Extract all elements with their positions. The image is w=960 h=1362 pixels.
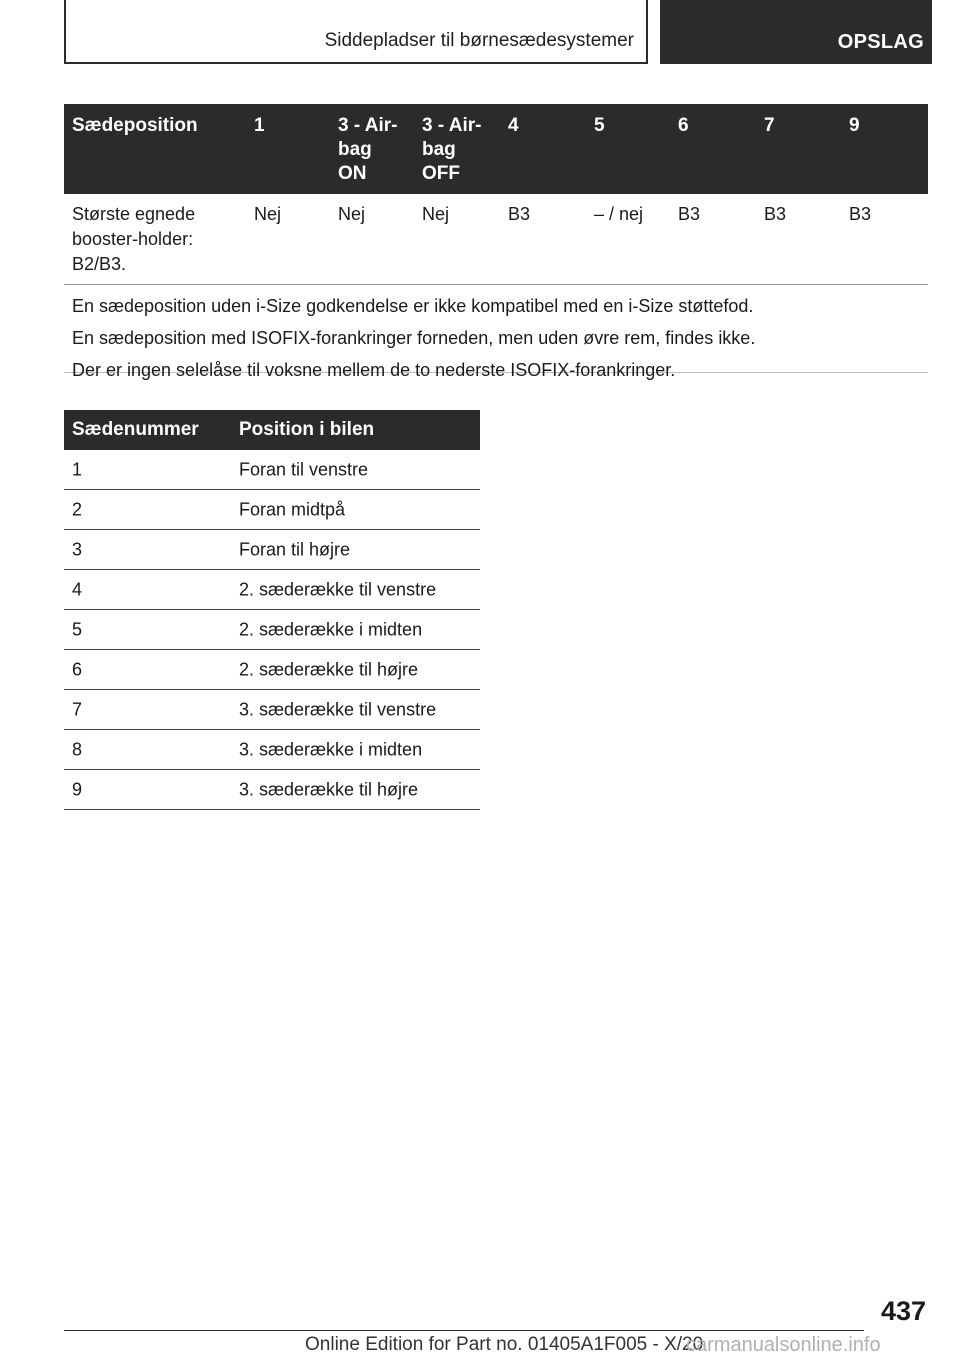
table-row xyxy=(64,450,480,490)
seat-position: 3. sæderække til højre xyxy=(239,779,419,799)
seat-number: 5 xyxy=(72,619,83,639)
header-cell-9: 9 xyxy=(849,115,860,136)
seat-position: Foran til højre xyxy=(239,539,351,559)
header-section-box xyxy=(64,0,648,64)
watermark-logo: carmanualsonline.info xyxy=(686,1334,881,1356)
header-cell-3-airbag-on: 3 - Air- bag ON xyxy=(338,115,398,184)
header-cell-1: 1 xyxy=(254,115,265,136)
table-row xyxy=(64,650,480,690)
seat-position: 3. sæderække i midten xyxy=(239,739,423,759)
table-row xyxy=(64,490,480,530)
table-cell: Nej xyxy=(254,204,282,224)
seat-number: 4 xyxy=(72,579,83,599)
table-cell: B3 xyxy=(849,204,872,224)
edition-text: Online Edition for Part no. 01405A1F005 - X/20 xyxy=(305,1334,704,1355)
header-cell-seat-position: Sædeposition xyxy=(72,115,198,136)
seat-number: 8 xyxy=(72,739,83,759)
seat-position: 2. sæderække i midten xyxy=(239,619,423,639)
table-cell: – / nej xyxy=(594,204,644,224)
table-row xyxy=(64,610,480,650)
note: En sædeposition med ISOFIX-forankringer forneden, men uden øvre rem, findes ikke. xyxy=(72,328,756,348)
seat-position: 3. sæderække til venstre xyxy=(239,699,437,719)
seat-number-table xyxy=(64,410,480,810)
seat-position: 2. sæderække til venstre xyxy=(239,579,437,599)
table-cell: Nej xyxy=(422,204,450,224)
note: Der er ingen selelåse til voksne mellem de to nederste ISOFIX-forankringer. xyxy=(72,360,676,380)
seat-position-table-header xyxy=(64,104,928,194)
note: En sædeposition uden i-Size godkendelse er ikke kompatibel med en i-Size støttefod. xyxy=(72,296,754,316)
table-cell: B3 xyxy=(508,204,531,224)
chapter-label: OPSLAG xyxy=(837,31,924,53)
table-row xyxy=(64,730,480,770)
seat-position: 2. sæderække til højre xyxy=(239,659,419,679)
table-row xyxy=(64,770,480,810)
table-row xyxy=(64,530,480,570)
table-row xyxy=(64,570,480,610)
header-cell-3-airbag-off: 3 - Air- bag OFF xyxy=(422,115,482,184)
header-chapter-tab[interactable] xyxy=(660,0,932,64)
header-cell-6: 6 xyxy=(678,115,689,136)
table-cell: B3 xyxy=(764,204,787,224)
row-label: Største egnede booster-holder: B2/B3. xyxy=(72,204,196,274)
seat-number: 7 xyxy=(72,699,83,719)
seat-position: Foran midtpå xyxy=(239,499,346,519)
header-cell-4: 4 xyxy=(508,115,519,136)
seat-number: 9 xyxy=(72,779,83,799)
seat-number-table-header xyxy=(64,410,480,450)
seat-position-table xyxy=(64,104,928,380)
page-number: 437 xyxy=(880,1296,926,1326)
table-notes xyxy=(72,290,755,386)
seat-number: 6 xyxy=(72,659,83,679)
table-row xyxy=(64,194,928,380)
header-cell-7: 7 xyxy=(764,115,775,136)
header-cell-seat-number: Sædenummer xyxy=(72,419,199,440)
seat-number: 2 xyxy=(72,499,83,519)
booster-row xyxy=(64,194,928,285)
seat-number: 1 xyxy=(72,459,83,479)
seat-number: 3 xyxy=(72,539,83,559)
header-cell-5: 5 xyxy=(594,115,605,136)
seat-position: Foran til venstre xyxy=(239,459,369,479)
header-cell-position: Position i bilen xyxy=(239,419,375,440)
table-cell: B3 xyxy=(678,204,701,224)
table-row xyxy=(64,690,480,730)
table-cell: Nej xyxy=(338,204,366,224)
section-title: Siddepladser til børnesædesystemer xyxy=(324,30,634,51)
footer-divider xyxy=(64,1330,864,1331)
